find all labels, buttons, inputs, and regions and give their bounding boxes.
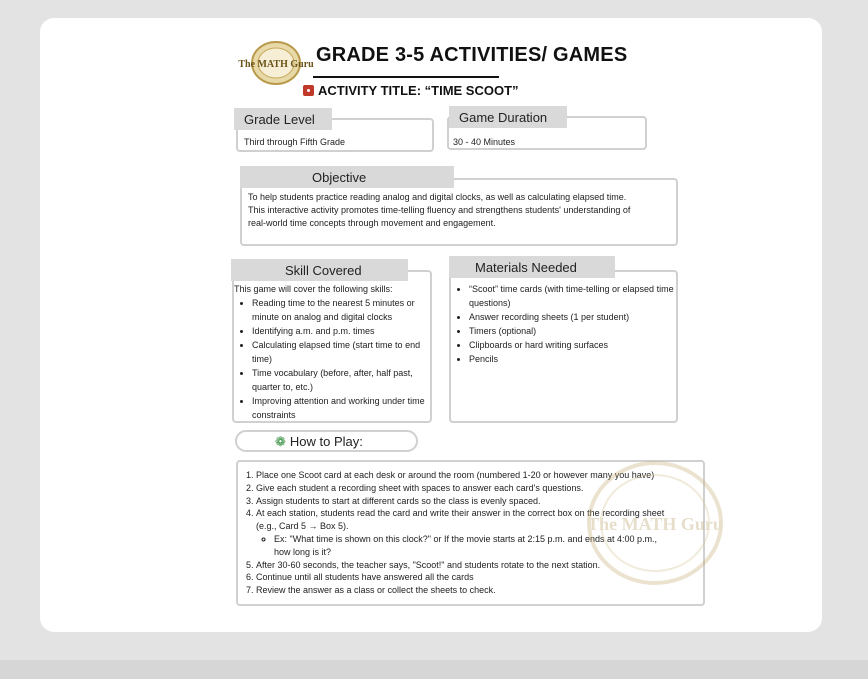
skill-item: • Time vocabulary (before, after, half past, quarter to, etc.) bbox=[252, 366, 430, 394]
material-item: • Timers (optional) bbox=[469, 324, 679, 338]
activity-title: ACTIVITY TITLE: “TIME SCOOT” bbox=[318, 83, 519, 98]
grade-level-value: Third through Fifth Grade bbox=[244, 137, 346, 147]
grade-level-label: Grade Level bbox=[234, 108, 332, 130]
step-item: 1. Place one Scoot card at each desk or around the room (numbered 1-20 or however many you have) bbox=[256, 469, 676, 482]
skill-covered-box bbox=[232, 270, 432, 423]
skill-intro: This game will cover the following skills: bbox=[234, 284, 393, 294]
material-item: • “Scoot” time cards (with time-telling or elapsed time questions) bbox=[469, 282, 679, 310]
how-to-play-heading bbox=[235, 430, 418, 452]
math-guru-watermark bbox=[585, 458, 725, 588]
step-item: 2. Give each student a recording sheet with spaces to answer each card's questions. bbox=[256, 482, 676, 495]
material-item: • Answer recording sheets (1 per student) bbox=[469, 310, 679, 324]
skill-item: • Identifying a.m. and p.m. times bbox=[252, 324, 430, 338]
page-title: GRADE 3-5 ACTIVITIES/ GAMES bbox=[316, 44, 628, 66]
step-item: 3. Assign students to start at different cards so the class is evenly spaced. bbox=[256, 495, 676, 508]
skill-item: • Improving attention and working under time constraints bbox=[252, 394, 430, 422]
activity-title-line bbox=[303, 83, 519, 98]
skill-item: • Calculating elapsed time (start time to end time) bbox=[252, 338, 430, 366]
clover-icon: ❁ bbox=[275, 434, 286, 449]
step-item: 7. Review the answer as a class or collect the sheets to check. bbox=[256, 584, 676, 597]
step-item: 5. After 30-60 seconds, the teacher says, "Scoot!" and students rotate to the next station. bbox=[256, 559, 676, 572]
objective-text bbox=[248, 191, 674, 230]
die-icon bbox=[303, 85, 314, 96]
objective-line: This interactive activity promotes time-telling fluency and strengthens students' understanding of bbox=[248, 205, 631, 215]
logo-text: The MATH Guru bbox=[238, 59, 314, 70]
step-example: ◦ Ex: "What time is shown on this clock?" or If the movie starts at 2:15 p.m. and ends at 4:00 p.m., how long is it? bbox=[274, 533, 676, 559]
objective-box bbox=[240, 178, 678, 246]
watermark-text: The MATH Guru bbox=[587, 514, 723, 534]
objective-label: Objective bbox=[240, 166, 454, 188]
objective-line: To help students practice reading analog and digital clocks, as well as calculating elapsed time. bbox=[248, 192, 627, 202]
skill-covered-label: Skill Covered bbox=[231, 259, 408, 281]
skill-covered-content bbox=[234, 283, 430, 422]
game-duration-label: Game Duration bbox=[449, 106, 567, 128]
materials-label: Materials Needed bbox=[449, 256, 615, 278]
how-to-play-label: How to Play: bbox=[289, 434, 363, 449]
bottom-strip bbox=[0, 660, 868, 679]
material-item: • Clipboards or hard writing surfaces bbox=[469, 338, 679, 352]
skill-list bbox=[234, 296, 430, 422]
step-item: 6. Continue until all students have answered all the cards bbox=[256, 571, 676, 584]
step-text: At each station, students read the card and write their answer in the correct box on the recording sheet (e.g., Card 5 → Box 5). bbox=[256, 508, 665, 532]
math-guru-logo bbox=[238, 40, 314, 86]
game-duration-value: 30 - 40 Minutes bbox=[453, 137, 516, 147]
skill-item: • Reading time to the nearest 5 minutes or minute on analog and digital clocks bbox=[252, 296, 430, 324]
title-underline bbox=[313, 76, 499, 78]
objective-line: real-world time concepts through movement and engagement. bbox=[248, 218, 496, 228]
materials-list bbox=[451, 282, 679, 366]
materials-box bbox=[449, 270, 678, 423]
material-item: • Pencils bbox=[469, 352, 679, 366]
